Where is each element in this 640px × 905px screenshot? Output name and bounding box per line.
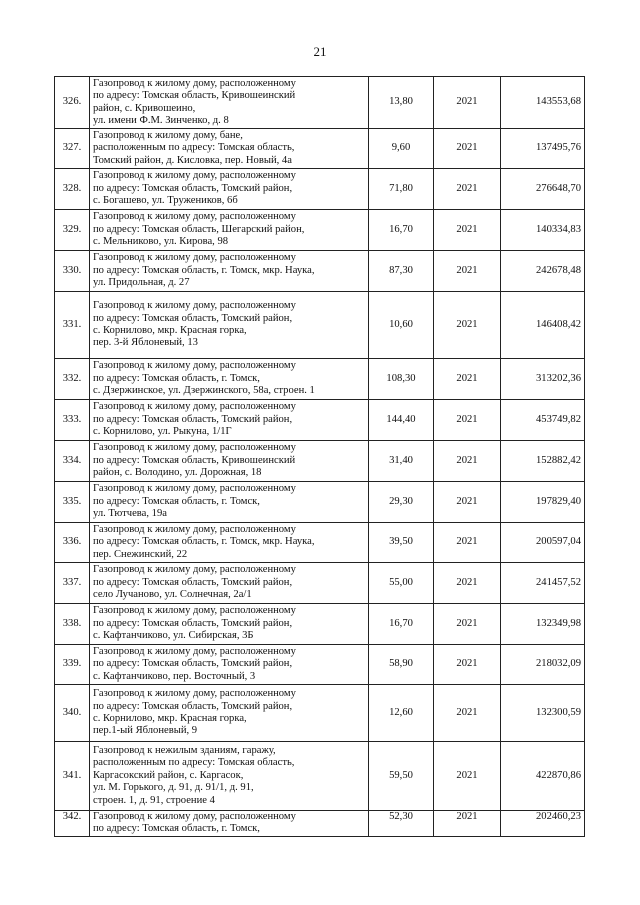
cost-value: 200597,04: [501, 523, 585, 563]
cost-value: 152882,42: [501, 441, 585, 482]
description-line: по адресу: Томская область, Томский район,: [93, 576, 293, 588]
cost-value: 140334,83: [501, 210, 585, 251]
object-description: [90, 292, 369, 359]
description-line: Томский район, д. Кисловка, пер. Новый, 4а: [93, 154, 292, 166]
description-line: ул. М. Горького, д. 91, д. 91/1, д. 91,: [93, 782, 254, 794]
cost-value: 202460,23: [501, 811, 585, 837]
year: 2021: [434, 210, 501, 251]
description-line: Газопровод к жилому дому, расположенному: [93, 360, 296, 372]
description-line: расположенным по адресу: Томская область,: [93, 142, 295, 154]
object-description: [90, 77, 369, 129]
description-line: Газопровод к жилому дому, расположенному: [93, 688, 296, 700]
description-line: с. Богашево, ул. Тружеников, 6б: [93, 195, 238, 207]
object-description: [90, 811, 369, 837]
year: 2021: [434, 482, 501, 523]
object-description: [90, 645, 369, 685]
object-description: [90, 169, 369, 210]
pipeline-length: 87,30: [369, 251, 434, 292]
description-line: пер. Снежинский, 22: [93, 548, 188, 560]
row-number: 333.: [55, 400, 90, 441]
description-line: с. Корнилово, мкр. Красная горка,: [93, 713, 247, 724]
table-row: [55, 645, 585, 685]
description-line: Газопровод к жилому дому, расположенному: [93, 564, 296, 576]
object-description: [90, 210, 369, 251]
pipeline-length: 71,80: [369, 169, 434, 210]
description-line: по адресу: Томская область, г. Томск, мкр. Наука,: [93, 264, 315, 276]
table-row: [55, 742, 585, 811]
description-line: с. Кафтанчиково, пер. Восточный, 3: [93, 670, 256, 682]
year: 2021: [434, 400, 501, 441]
description-line: по адресу: Томская область, г. Томск, мкр. Наука,: [93, 536, 315, 548]
description-line: район, с. Кривошеино,: [93, 102, 196, 114]
description-line: по адресу: Томская область, Томский район,: [93, 658, 293, 670]
row-number: 332.: [55, 359, 90, 400]
year: 2021: [434, 685, 501, 742]
pipeline-length: 16,70: [369, 210, 434, 251]
pipeline-length: 10,60: [369, 292, 434, 359]
table-row: [55, 129, 585, 169]
cost-value: 132300,59: [501, 685, 585, 742]
description-line: по адресу: Томская область, Томский район,: [93, 700, 293, 712]
pipeline-length: 29,30: [369, 482, 434, 523]
table-row: [55, 604, 585, 645]
cost-value: 276648,70: [501, 169, 585, 210]
page-number: 21: [313, 44, 327, 59]
description-line: Газопровод к жилому дому, расположенному: [93, 523, 296, 535]
row-number: 328.: [55, 169, 90, 210]
pipeline-length: 55,00: [369, 563, 434, 604]
cost-value: 241457,52: [501, 563, 585, 604]
description-line: Каргасокский район, с. Каргасок,: [93, 769, 244, 781]
gas-pipeline-registry-table: [54, 76, 585, 837]
pipeline-length: 39,50: [369, 523, 434, 563]
year: 2021: [434, 811, 501, 837]
cost-value: 218032,09: [501, 645, 585, 685]
row-number: 329.: [55, 210, 90, 251]
description-line: Газопровод к жилому дому, бане,: [93, 129, 243, 141]
row-number: 327.: [55, 129, 90, 169]
cost-value: 242678,48: [501, 251, 585, 292]
table-row: [55, 482, 585, 523]
table-row: [55, 210, 585, 251]
year: 2021: [434, 169, 501, 210]
description-line: по адресу: Томская область, Томский район,: [93, 182, 293, 194]
year: 2021: [434, 359, 501, 400]
cost-value: 137495,76: [501, 129, 585, 169]
description-line: с. Корнилово, мкр. Красная горка,: [93, 325, 247, 336]
description-line: Газопровод к нежилым зданиям, гаражу,: [93, 744, 276, 756]
description-line: Газопровод к жилому дому, расположенному: [93, 645, 296, 657]
pipeline-length: 13,80: [369, 77, 434, 129]
description-line: по адресу: Томская область, Кривошеинский: [93, 90, 296, 102]
cost-value: 132349,98: [501, 604, 585, 645]
table-row: [55, 292, 585, 359]
year: 2021: [434, 604, 501, 645]
description-line: с. Мельниково, ул. Кирова, 98: [93, 236, 229, 248]
description-line: Газопровод к жилому дому, расположенному: [93, 211, 296, 223]
table-row: [55, 811, 585, 837]
description-line: по адресу: Томская область, Томский район,: [93, 312, 293, 324]
description-line: Газопровод к жилому дому, расположенному: [93, 401, 296, 413]
row-number: 336.: [55, 523, 90, 563]
object-description: [90, 523, 369, 563]
table-row: [55, 251, 585, 292]
table-row: [55, 523, 585, 563]
description-line: по адресу: Томская область, Томский район,: [93, 413, 293, 425]
description-line: по адресу: Томская область, Томский район,: [93, 617, 293, 629]
description-line: с. Корнилово, ул. Рыкуна, 1/1Г: [93, 426, 232, 438]
description-line: Газопровод к жилому дому, расположенному: [93, 252, 296, 264]
table-row: [55, 77, 585, 129]
pipeline-length: 31,40: [369, 441, 434, 482]
row-number: 330.: [55, 251, 90, 292]
pipeline-length: 12,60: [369, 685, 434, 742]
table-row: [55, 563, 585, 604]
description-line: пер. 3-й Яблоневый, 13: [93, 337, 198, 349]
description-line: район, с. Володино, ул. Дорожная, 18: [93, 467, 262, 479]
description-line: Газопровод к жилому дому, расположенному: [93, 77, 296, 89]
row-number: 326.: [55, 77, 90, 129]
year: 2021: [434, 742, 501, 811]
description-line: ул. Тютчева, 19а: [93, 508, 167, 520]
year: 2021: [434, 645, 501, 685]
row-number: 334.: [55, 441, 90, 482]
row-number: 339.: [55, 645, 90, 685]
description-line: с. Кафтанчиково, ул. Сибирская, 3Б: [93, 630, 254, 642]
cost-value: 143553,68: [501, 77, 585, 129]
cost-value: 313202,36: [501, 359, 585, 400]
pipeline-length: 52,30: [369, 811, 434, 837]
object-description: [90, 129, 369, 169]
row-number: 341.: [55, 742, 90, 811]
object-description: [90, 685, 369, 742]
description-line: Газопровод к жилому дому, расположенному: [93, 300, 296, 312]
description-line: Газопровод к жилому дому, расположенному: [93, 442, 296, 454]
cost-value: 422870,86: [501, 742, 585, 811]
pipeline-length: 59,50: [369, 742, 434, 811]
year: 2021: [434, 441, 501, 482]
description-line: по адресу: Томская область, г. Томск,: [93, 495, 260, 507]
pipeline-length: 108,30: [369, 359, 434, 400]
description-line: по адресу: Томская область, г. Томск,: [93, 823, 260, 835]
table-row: [55, 685, 585, 742]
description-line: село Лучаново, ул. Солнечная, 2а/1: [93, 589, 252, 601]
cost-value: 146408,42: [501, 292, 585, 359]
year: 2021: [434, 251, 501, 292]
cost-value: 453749,82: [501, 400, 585, 441]
cost-value: 197829,40: [501, 482, 585, 523]
description-line: Газопровод к жилому дому, расположенному: [93, 605, 296, 617]
description-line: с. Дзержинское, ул. Дзержинского, 58а, строен. 1: [93, 385, 315, 397]
row-number: 331.: [55, 292, 90, 359]
row-number: 342.: [55, 811, 90, 837]
description-line: по адресу: Томская область, Кривошеинский: [93, 454, 296, 466]
description-line: ул. Придольная, д. 27: [93, 277, 190, 289]
description-line: Газопровод к жилому дому, расположенному: [93, 170, 296, 182]
pipeline-length: 58,90: [369, 645, 434, 685]
object-description: [90, 604, 369, 645]
description-line: пер.1-ый Яблоневый, 9: [93, 725, 198, 737]
pipeline-length: 16,70: [369, 604, 434, 645]
object-description: [90, 359, 369, 400]
row-number: 340.: [55, 685, 90, 742]
table-row: [55, 441, 585, 482]
description-line: Газопровод к жилому дому, расположенному: [93, 811, 296, 822]
year: 2021: [434, 292, 501, 359]
table-body: [55, 77, 585, 837]
description-line: Газопровод к жилому дому, расположенному: [93, 483, 296, 495]
year: 2021: [434, 77, 501, 129]
object-description: [90, 441, 369, 482]
object-description: [90, 251, 369, 292]
pipeline-length: 9,60: [369, 129, 434, 169]
year: 2021: [434, 563, 501, 604]
object-description: [90, 742, 369, 811]
table-row: [55, 359, 585, 400]
pipeline-length: 144,40: [369, 400, 434, 441]
year: 2021: [434, 523, 501, 563]
table-row: [55, 400, 585, 441]
description-line: ул. имени Ф.М. Зинченко, д. 8: [93, 114, 229, 126]
description-line: строен. 1, д. 91, строение 4: [93, 794, 215, 806]
row-number: 337.: [55, 563, 90, 604]
table-row: [55, 169, 585, 210]
object-description: [90, 400, 369, 441]
object-description: [90, 563, 369, 604]
object-description: [90, 482, 369, 523]
description-line: по адресу: Томская область, г. Томск,: [93, 372, 260, 384]
description-line: по адресу: Томская область, Шегарский район,: [93, 223, 305, 235]
row-number: 338.: [55, 604, 90, 645]
row-number: 335.: [55, 482, 90, 523]
description-line: расположенным по адресу: Томская область,: [93, 757, 295, 769]
year: 2021: [434, 129, 501, 169]
